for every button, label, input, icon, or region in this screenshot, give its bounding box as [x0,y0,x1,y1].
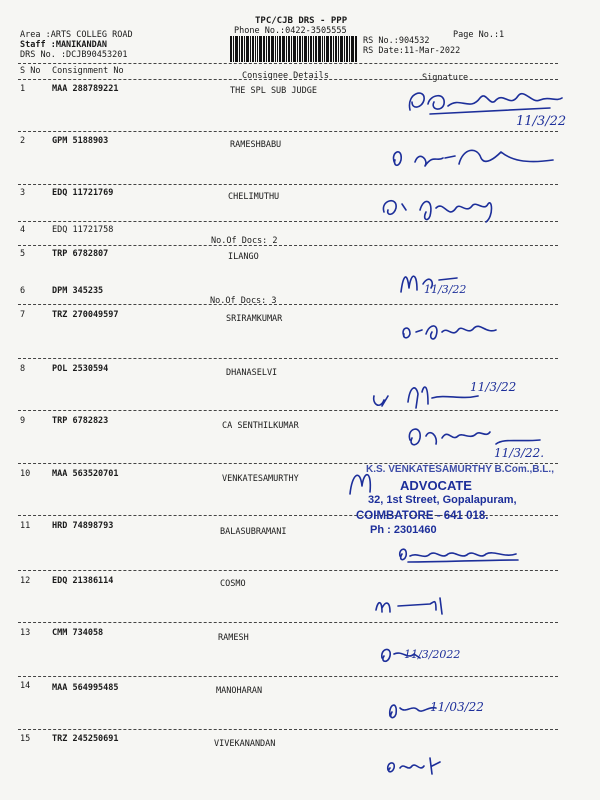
row-consignment: EDQ 11721769 [52,188,114,198]
signature-date: 11/3/22 [424,283,467,296]
divider [18,729,558,730]
row-consignment: CMM 734058 [52,628,104,638]
area-label: Area :ARTS COLLEG ROAD [20,30,133,40]
signature-9 [394,540,524,570]
row-sno: 15 [20,734,31,744]
signature-date: 11/3/2022 [404,648,461,661]
row-sno: 8 [20,364,26,374]
row-consignment: TRP 6782823 [52,416,109,426]
row-consignee: ILANGO [228,252,259,262]
divider [18,63,558,64]
signature-4 [395,262,475,302]
row-consignee: DHANASELVI [226,368,278,378]
signature-13 [382,752,452,780]
row-sno: 3 [20,188,26,198]
phone-number: Phone No.:0422-3505555 [234,26,347,36]
row-sno: 6 [20,286,26,296]
signature-date: 11/3/22 [470,380,517,394]
barcode-image [230,36,358,62]
row-consignment: POL 2530594 [52,364,109,374]
row-consignee: MANOHARAN [216,686,263,696]
divider [18,245,558,246]
divider [18,676,558,677]
row-consignment: GPM 5188903 [52,136,109,146]
row-consignee: VENKATESAMURTHY [222,474,299,484]
signature-5 [396,314,506,344]
row-sno: 4 [20,225,26,235]
row-consignment: EDQ 21386114 [52,576,114,586]
row-sno: 2 [20,136,26,146]
drs-number: DRS No. :DCJB90453201 [20,50,128,60]
doc-count-note: No.Of Docs: 2 [211,236,278,246]
page-number: Page No.:1 [453,30,505,40]
row-consignment: TRP 6782807 [52,249,109,259]
row-consignee: RAMESHBABU [230,140,282,150]
row-consignment: DPM 345235 [52,286,104,296]
divider [18,570,558,571]
row-consignee: CA SENTHILKUMAR [222,421,299,431]
row-sno: 12 [20,576,31,586]
signature-date: 11/03/22 [430,700,484,714]
signature-10 [370,588,460,618]
row-consignee: CHELIMUTHU [228,192,280,202]
signature-date: 11/3/22. [494,446,545,460]
row-consignee: VIVEKANANDAN [214,739,276,749]
row-consignment: TRZ 270049597 [52,310,119,320]
stamp-address-line1: 32, 1st Street, Gopalapuram, [368,494,517,506]
divider [18,304,558,305]
row-consignee: RAMESH [218,633,249,643]
rs-number: RS No.:904532 [363,36,430,46]
rs-date: RS Date:11-Mar-2022 [363,46,461,56]
row-sno: 10 [20,469,31,479]
doc-count-note: No.Of Docs: 3 [210,296,277,306]
row-consignment: MAA 564995485 [52,683,119,693]
divider [18,79,558,80]
signature-3 [376,190,516,230]
row-consignment: HRD 74898793 [52,521,114,531]
row-consignment: MAA 563520701 [52,469,119,479]
row-consignment: EDQ 11721758 [52,225,114,235]
row-sno: 11 [20,521,31,531]
row-sno: 14 [20,681,31,691]
divider [18,622,558,623]
col-header-sno: S No [20,66,41,76]
col-header-consignee: Consignee Details [242,71,329,81]
report-title: TPC/CJB DRS - PPP [255,16,348,26]
row-sno: 7 [20,310,26,320]
row-consignment: TRZ 245250691 [52,734,119,744]
row-consignee: BALASUBRAMANI [220,527,287,537]
signature-2 [385,138,565,178]
staff-label: Staff :MANIKANDAN [20,40,107,50]
col-header-consignment: Consignment No [52,66,124,76]
row-sno: 1 [20,84,26,94]
row-consignment: MAA 288789221 [52,84,119,94]
stamp-name: K.S. VENKATESAMURTHY B.Com.,B.L., [366,464,554,475]
row-sno: 13 [20,628,31,638]
stamp-address-line2: COIMBATORE - 641 018. [356,510,489,522]
row-consignee: THE SPL SUB JUDGE [230,86,317,96]
signature-date: 11/3/22 [516,114,567,129]
row-sno: 9 [20,416,26,426]
row-consignee: COSMO [220,579,246,589]
divider [18,184,558,185]
stamp-phone: Ph : 2301460 [370,524,437,536]
row-consignee: SRIRAMKUMAR [226,314,283,324]
divider [18,358,558,359]
stamp-role: ADVOCATE [400,478,472,493]
row-sno: 5 [20,249,26,259]
col-header-signature: Signature [422,73,469,83]
